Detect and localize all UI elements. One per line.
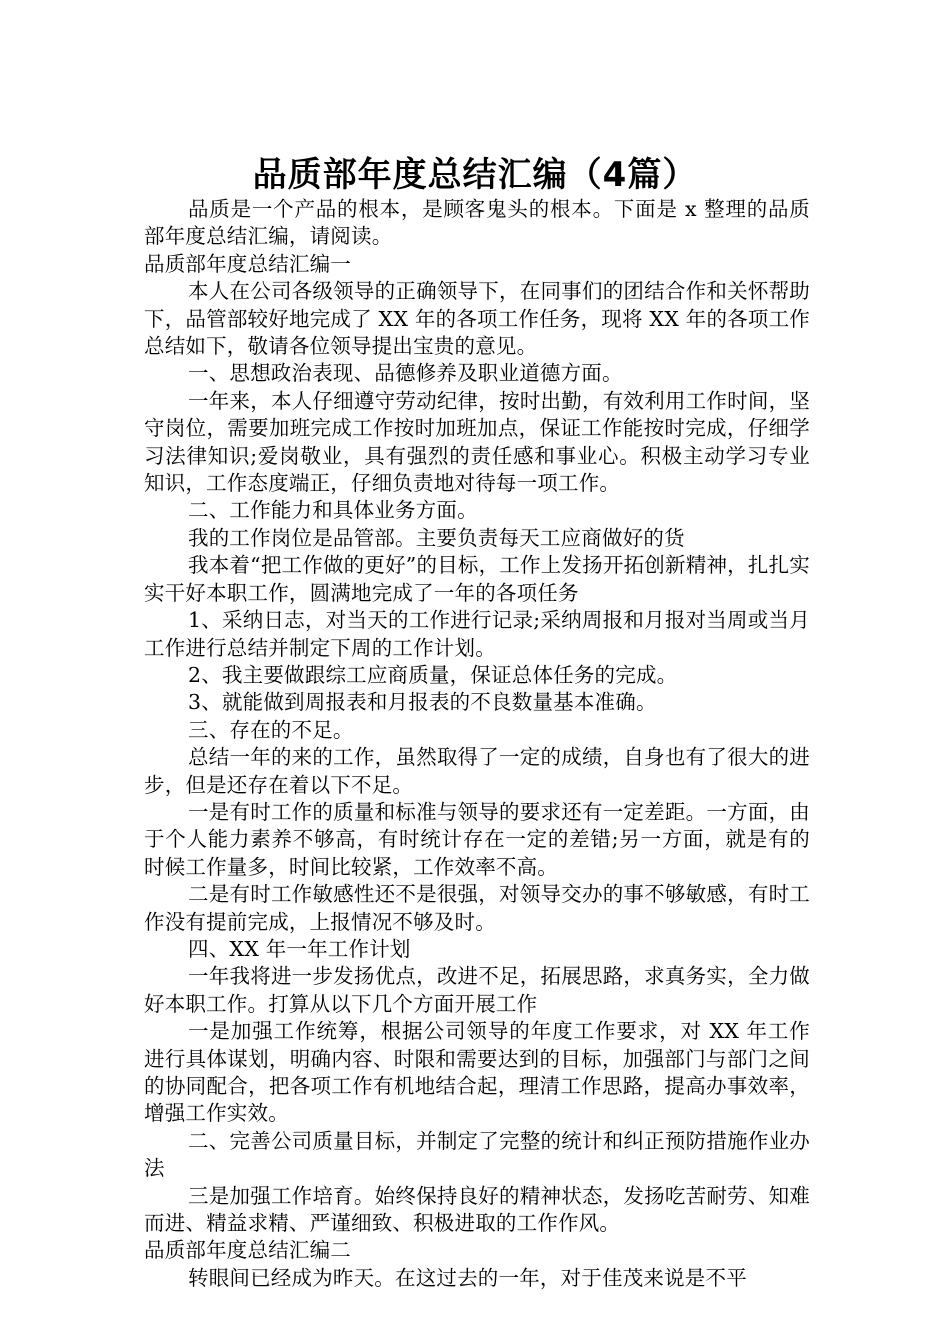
section-heading: 品质部年度总结汇编一 xyxy=(144,251,351,276)
paragraph: 一是有时工作的质量和标准与领导的要求还有一定差距。一方面，由于个人能力素养不够高，有时统计存在一定的差错;另一方面，就是有的时候工作量多，时间比较紧，工作效率不高。 xyxy=(144,799,810,879)
paragraph: 四、XX 年一年工作计划 xyxy=(188,936,411,961)
paragraph: 一年我将进一步发扬优点，改进不足，拓展思路，求真务实，全力做好本职工作。打算从以下几个方面开展工作 xyxy=(144,964,810,1016)
paragraph: 品质是一个产品的根本，是顾客鬼头的根本。下面是 x 整理的品质部年度总结汇编，请阅读。 xyxy=(144,197,810,249)
paragraph: 3、就能做到周报表和月报表的不良数量基本准确。 xyxy=(188,690,657,715)
paragraph: 本人在公司各级领导的正确领导下，在同事们的团结合作和关怀帮助下，品管部较好地完成了 XX 年的各项工作任务，现将 XX 年的各项工作总结如下，敬请各位领导提出宝贵的意见。 xyxy=(144,279,810,359)
paragraph: 2、我主要做跟综工应商质量，保证总体任务的完成。 xyxy=(188,662,678,687)
paragraph: 二是有时工作敏感性还不是很强，对领导交办的事不够敏感，有时工作没有提前完成，上报情况不够及时。 xyxy=(144,882,810,934)
paragraph: 1、采纳日志，对当天的工作进行记录;采纳周报和月报对当周或当月工作进行总结并制定下周的工作计划。 xyxy=(144,608,810,660)
paragraph: 一、思想政治表现、品德修养及职业道德方面。 xyxy=(188,361,623,386)
document-body xyxy=(144,196,810,1292)
paragraph: 一是加强工作统筹，根据公司领导的年度工作要求，对 XX 年工作进行具体谋划，明确内容、时限和需要达到的目标，加强部门与部门之间的协同配合，把各项工作有机地结合起，理清工作思路，提高办事效率，增强工作实效。 xyxy=(144,1019,810,1126)
paragraph: 总结一年的来的工作，虽然取得了一定的成绩，自身也有了很大的进步，但是还存在着以下不足。 xyxy=(144,745,810,797)
paragraph: 三、存在的不足。 xyxy=(188,717,354,742)
paragraph: 三是加强工作培育。始终保持良好的精神状态，发扬吃苦耐劳、知难而进、精益求精、严谨细致、积极进取的工作作风。 xyxy=(144,1183,810,1236)
section-heading: 品质部年度总结汇编二 xyxy=(144,1238,351,1263)
paragraph: 我本着“把工作做的更好”的目标，工作上发扬开拓创新精神，扎扎实实干好本职工作，圆满地完成了一年的各项任务 xyxy=(144,553,810,605)
paragraph: 转眼间已经成为昨天。在这过去的一年，对于佳茂来说是不平 xyxy=(188,1265,747,1290)
paragraph: 二、工作能力和具体业务方面。 xyxy=(188,498,478,523)
paragraph: 一年来，本人仔细遵守劳动纪律，按时出勤，有效利用工作时间，坚守岗位，需要加班完成工作按时加班加点，保证工作能按时完成，仔细学习法律知识;爱岗敬业，具有强烈的责任感和事业心。积极主动学习专业知识，工作态度端正，仔细负责地对待每一项工作。 xyxy=(144,388,810,496)
paragraph: 二、完善公司质量目标，并制定了完整的统计和纠正预防措施作业办法 xyxy=(144,1128,810,1181)
paragraph: 我的工作岗位是品管部。主要负责每天工应商做好的货 xyxy=(188,525,685,550)
document-title: 品质部年度总结汇编（4篇） xyxy=(252,154,698,195)
